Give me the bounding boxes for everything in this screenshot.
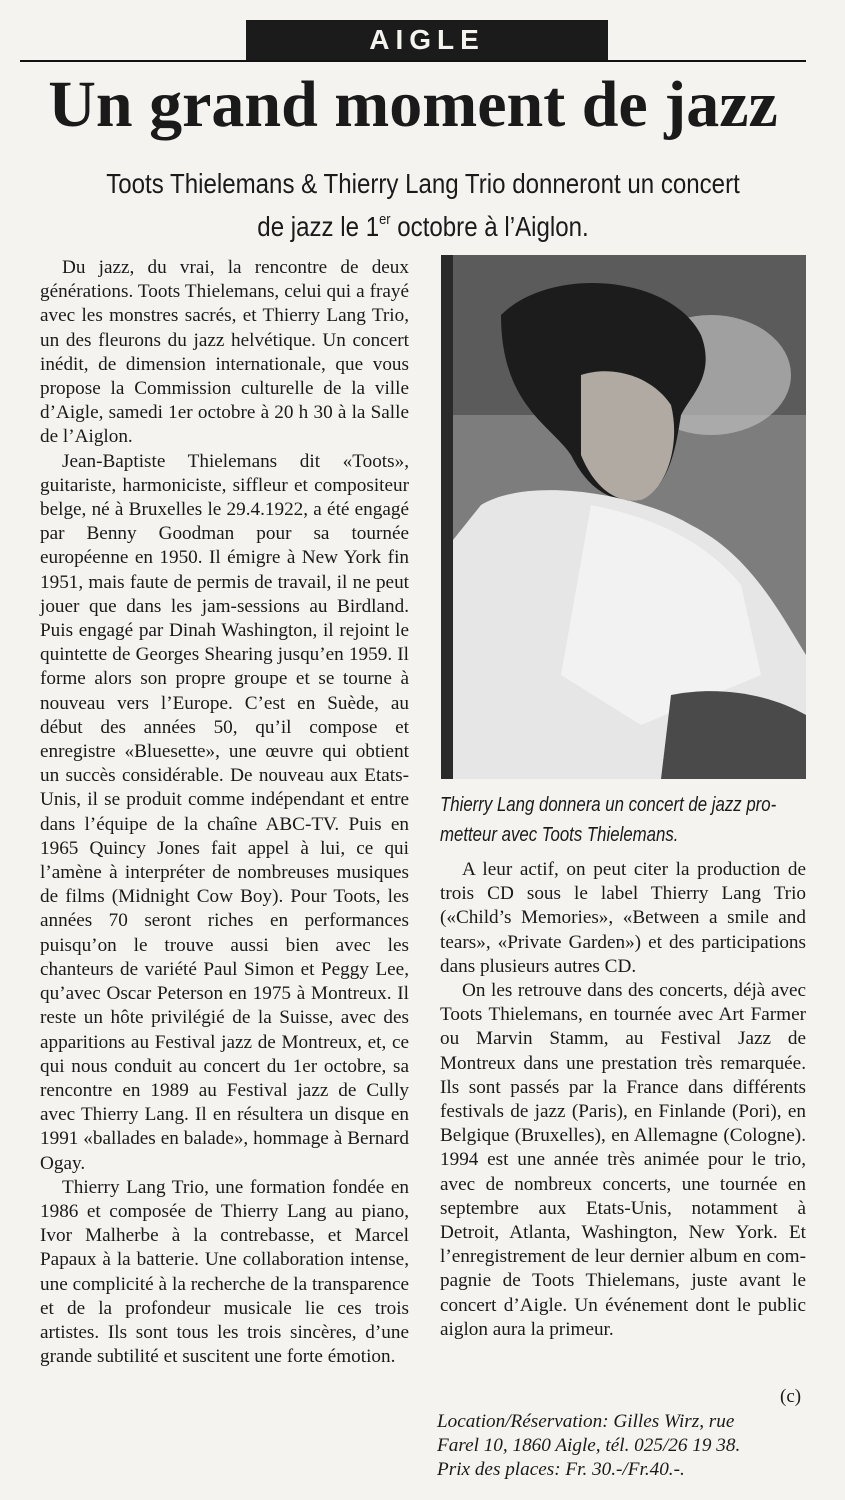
paragraph: Du jazz, du vrai, la rencontre de deux générations. Toots Thielemans, celui qui a frayé avec les monstres sacrés, et Thierry Lang Trio, un des fleurons du jazz helvétique. Un concert inédit, de dimension internationale, que vous propose la Commission culturelle de la ville d’Aigle, samedi 1er octobre à 20 h 30 à la Salle de l’Aiglon. [40, 257, 409, 448]
info-line-3: Prix des places: Fr. 30.-/Fr.40.-. [437, 1459, 685, 1481]
section-kicker: AIGLE [246, 20, 608, 60]
author-signoff: (c) [780, 1386, 802, 1407]
info-line-1: Location/Réservation: Gilles Wirz, rue [437, 1411, 735, 1432]
paragraph: On les retrouve dans des concerts, déjà avec Toots Thielemans, en tournée avec Art Farmer ou Marvin Stamm, au Festival Jazz de Montreux dans une prestation très remarquée. Ils sont passés par la France dans différents festivals de jazz (Paris), en Finlande (Pori), en Belgique (Bruxelles), en Allemagne (Cologne). 1994 est une année très animée pour le trio, avec de nombreux concerts, une tournée en septembre aux Etats-Unis, notamment à Detroit, Atlanta, Washington, New York. Et l’enregistrement de leur dernier album en compagnie de Toots Thielemans, juste avant le concert d’Aigle. Un événement dont le public aiglon aura la primeur. [440, 980, 806, 1340]
info-line-2: Farel 10, 1860 Aigle, tél. 025/26 19 38. [437, 1435, 741, 1457]
headline: Un grand moment de jazz [48, 68, 778, 141]
paragraph: Jean-Baptiste Thielemans dit «Toots», guitariste, harmoniciste, siffleur et compositeur belge, né à Bruxelles le 29.4.1922, a été engagé par Benny Goodman pour sa tournée européenne en 1950. Il émigre à New York fin 1951, mais faute de permis de travail, il ne peut jouer que dans les jam-sessions au Birdland. Puis engagé par Dinah Washington, il rejoint le quintette de Georges Shearing jusqu’en 1959. Il forme alors son propre groupe et se tourne à nouveau vers l’Europe. C’est en Suède, au début des années 50, qu’il compose et enregistre «Bluesette», une œuvre qui obtient un succès considérable. De nouveau aux Etats-Unis, il se produit comme indépendant et entre dans l’équipe de la chaîne ABC-TV. Puis en 1965 Quincy Jones fait appel à lui, ce qui l’amène à interpréter de nombreuses musiques de films (Midnight Cow Boy). Pour Toots, les années 70 seront riches en performances puisqu’on le trouve aussi bien avec les chanteurs de variété Paul Simon et Peggy Lee, qu’avec Oscar Peterson en 1975 à Montreux. Il reste un hôte privilégié de la Suisse, avec des apparitions au Festival jazz de Montreux, et, ce qui nous conduit au concert du 1er octobre, sa rencontre en 1989 au Festival jazz de Cully avec Thierry Lang. Il en résultera un disque en 1991 «ballades en balade», hommage à Bernard Ogay. [40, 450, 409, 1174]
subhead-line-1: Toots Thielemans & Thierry Lang Trio donneront un concert [106, 168, 740, 199]
kicker-rule [20, 60, 806, 62]
paragraph: A leur actif, on peut citer la production de trois CD sous le label Thierry Lang Trio («Child’s Memories», «Between a smile and tears», «Private Garden») et des participations dans plusieurs autres CD. [440, 859, 806, 977]
caption-line-1: Thierry Lang donnera un concert de jazz pro- [440, 794, 777, 816]
photo-caption [440, 790, 810, 850]
body-column-right [440, 858, 806, 1342]
photo-illustration [441, 255, 806, 779]
caption-line-2: metteur avec Toots Thielemans. [440, 824, 679, 846]
body-column-left [40, 256, 409, 1369]
paragraph: Thierry Lang Trio, une formation fondée en 1986 et composée de Thierry Lang au piano, Ivor Malherbe à la contrebasse, et Marcel Papaux à la batterie. Une collaboration intense, une complicité à la recherche de la transparence et de la profondeur musicale lie ces trois artistes. Ils sont tous les trois sincères, d’une grande subtilité et suscitent une forte émotion. [40, 1176, 409, 1368]
photo-thierry-lang [441, 255, 806, 779]
subhead-line-2: de jazz le 1er octobre à l’Aiglon. [257, 211, 589, 242]
subheadline [94, 166, 753, 245]
ticket-info [437, 1410, 809, 1483]
